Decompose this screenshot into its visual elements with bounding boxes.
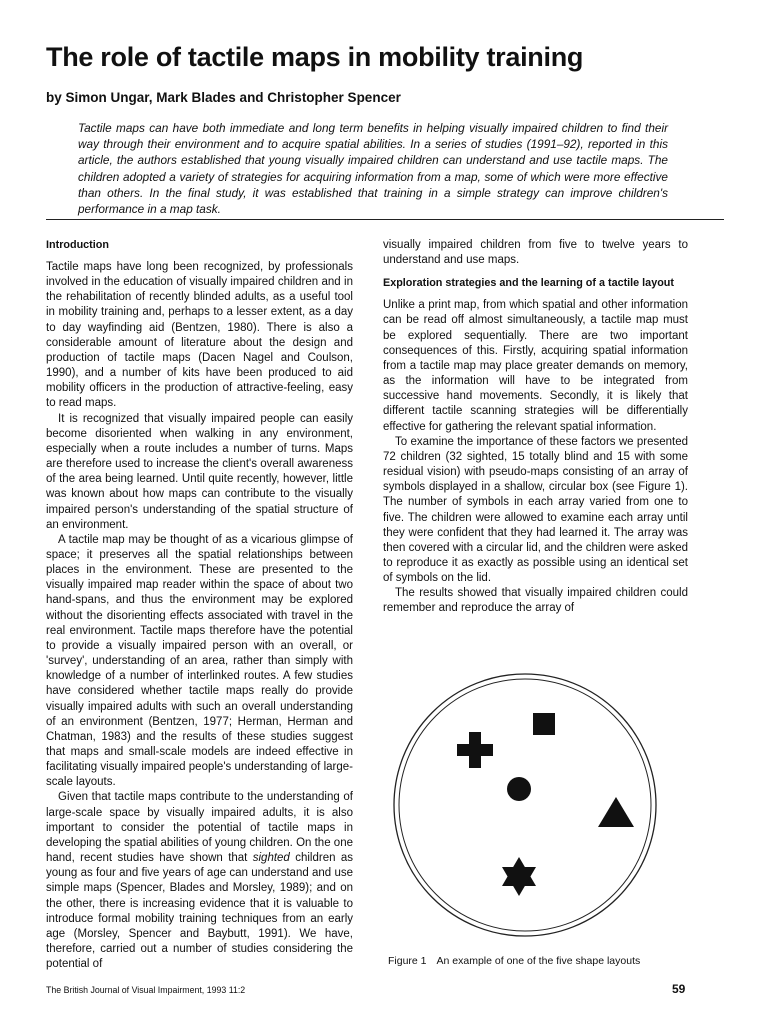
journal-citation: The British Journal of Visual Impairment, 1993 11:2 bbox=[46, 985, 246, 995]
figure-1-shape-layout bbox=[392, 672, 658, 938]
intro-p4-emphasis: sighted bbox=[252, 852, 290, 865]
triangle-shape bbox=[598, 797, 634, 827]
introduction-heading: Introduction bbox=[46, 239, 109, 251]
right-paragraph-0: visually impaired children from five to twelve years to understand and use maps. bbox=[383, 239, 688, 267]
left-column bbox=[46, 238, 353, 972]
intro-p4-end: children as young as four and five years of age can understand and use simple maps (Spencer, Blades and Morsley, 1989); and on the other, there is increasing evidence that it is valuable to introduce formal mobility training techniques from an early age (Morsley, Spencer and Baybutt, 1991). We have, therefore, carried out a number of studies considering the potential of bbox=[46, 852, 353, 971]
figure-caption bbox=[388, 955, 640, 967]
cross-shape bbox=[457, 732, 493, 768]
intro-paragraph-4 bbox=[46, 790, 353, 972]
page-number: 59 bbox=[672, 982, 686, 996]
exploration-paragraph-1: Unlike a print map, from which spatial and other information can be read off almost simultaneously, a tactile map must be explored sequentially. There are two important consequences of this. Firstly, acquiring spatial information from a tactile map may place greater demands on memory, as the information will have to be integrated from successive hand movements. Secondly, it is likely that different tactile scanning strategies will be differentially effective for gathering the relevant spatial information. bbox=[383, 299, 688, 433]
circle-shape bbox=[507, 777, 531, 801]
figure-label: Figure 1 bbox=[388, 955, 427, 967]
intro-paragraph-2: It is recognized that visually impaired people can easily become disoriented when walking in any environment, especially when a route includes a number of turns. Maps are therefore used to increase the client's overall awareness of the area being learned. Until quite recently, however, little was known about how maps can contribute to the visually impaired person's understanding of the spatial structure of an environment. bbox=[46, 412, 353, 531]
intro-paragraph-1: Tactile maps have long been recognized, by professionals involved in the education of visually impaired children and in the rehabilitation of recently blinded adults, as a useful tool in mobility training and, perhaps to a lesser extent, as a day to day wayfinding aid (Bentzen, 1980). There is also a considerable amount of literature about the design and production of tactile maps (Dacen Nagel and Coulson, 1990), and a number of kits have been produced to aid mobility officers in the production of attractive-feeling, easy to read maps. bbox=[46, 261, 353, 410]
intro-paragraph-3: A tactile map may be thought of as a vicarious glimpse of space; it preserves all the spatial relationships between places in the environment. These are presented to the visually impaired map reader within the space of about two hand-spans, and thus the environment may be explored without the disorienting effects associated with travel in the real environment. Tactile maps therefore have the potential to provide a visually impaired person with an overall, or 'survey', understanding of an area, rather than simply with knowledge of a number of interlinked routes. A few studies have considered whether tactile maps really do provide visually impaired adults with such an overall understanding of an environment (Bentzen, 1977; Herman, Herman and Chatman, 1983) and the results of these studies suggest that maps and small-scale models are indeed effective in facilitating visually impaired people's understanding of large-scale layouts. bbox=[46, 533, 353, 789]
author-line: by Simon Ungar, Mark Blades and Christopher Spencer bbox=[46, 90, 401, 105]
abstract: Tactile maps can have both immediate and long term benefits in helping visually impaired children to find their way through their environment and to acquire spatial abilities. In a series of studies (1991–92), reported in this article, the authors established that young visually impaired children can understand and use tactile maps. The children adopted a variety of strategies for acquiring information from a map, some of which were more effective than others. In the final study, it was established that training in a simple strategy can improve children's performance in a map task. bbox=[78, 121, 668, 217]
exploration-paragraph-3: The results showed that visually impaired children could remember and reproduce the array of bbox=[383, 587, 688, 615]
article-title: The role of tactile maps in mobility training bbox=[46, 42, 584, 72]
intro-p4-start: Given that tactile maps contribute to the understanding of large-scale space by visually impaired adults, it is also important to consider the potential of tactile maps in developing the spatial abilities of young children. On the one hand, recent studies have shown that bbox=[46, 791, 353, 865]
square-shape bbox=[533, 713, 555, 735]
star-shape bbox=[502, 857, 536, 896]
figure-caption-text: An example of one of the five shape layouts bbox=[436, 955, 641, 967]
section-divider bbox=[46, 219, 724, 220]
exploration-paragraph-2: To examine the importance of these factors we presented 72 children (32 sighted, 15 totally blind and 15 with some residual vision) with pseudo-maps consisting of an array of symbols displayed in a shallow, circular box (see Figure 1). The number of symbols in each array varied from one to five. The children were allowed to examine each array until they were confident that they had learned it. The array was then covered with a circular lid, and the children were asked to reproduce it as exactly as possible using an identical set of symbols on the lid. bbox=[383, 435, 688, 585]
right-column bbox=[383, 238, 688, 617]
exploration-heading: Exploration strategies and the learning of a tactile layout bbox=[383, 277, 674, 290]
